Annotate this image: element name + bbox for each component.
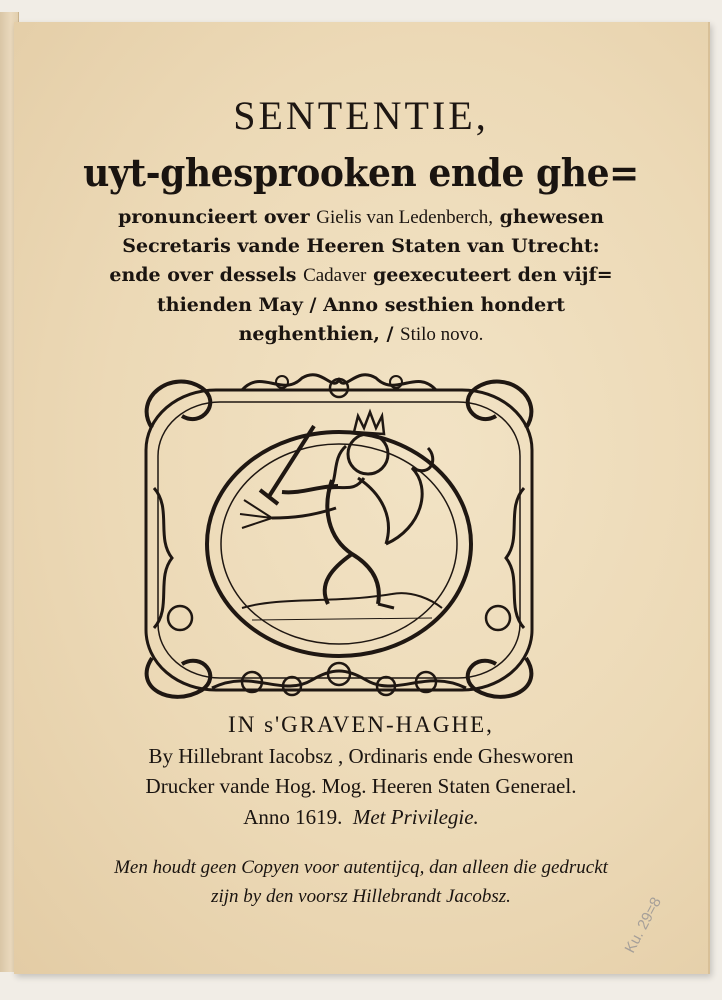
notice-line-1: Men houdt geen Copyen voor autentijcq, dan alleen die gedruckt <box>114 857 608 878</box>
heading-line-6-a: neghenthien, / <box>238 323 400 345</box>
heading-line-4-cadaver: Cadaver <box>303 265 367 286</box>
heading-line-6-stilo: Stilo novo. <box>400 324 484 345</box>
imprint-date-line <box>14 805 708 830</box>
imprint-year: Anno 1619. <box>243 805 343 829</box>
lion-woodcut-vignette <box>132 368 546 708</box>
heading-line-5: thienden May / Anno sesthien hondert <box>157 294 565 316</box>
page-title: SENTENTIE, <box>233 93 489 138</box>
heading-line-4-a: ende over dessels <box>109 264 304 286</box>
heading-line-2-c: ghewesen <box>493 206 604 228</box>
heading-line-2-a: pronuncieert over <box>118 206 317 228</box>
heading-line-1: uyt-ghesprooken ende ghe= <box>83 150 639 195</box>
heading-line-2 <box>14 206 708 229</box>
heading-line-4-c: geexecuteert den vijf= <box>366 264 613 286</box>
notice-line-2: zijn by den voorsz Hillebrandt Jacobsz. <box>211 886 511 907</box>
imprint-place: IN s'GRAVEN-HAGHE, <box>228 712 494 737</box>
heading-line-4 <box>14 264 708 287</box>
heading-line-2-name: Gielis van Ledenberch, <box>316 207 494 228</box>
title-page <box>14 22 710 974</box>
imprint-office: Drucker vande Hog. Mog. Heeren Staten Generael. <box>145 774 577 798</box>
imprint-privilege: Met Privilegie. <box>352 805 479 829</box>
heading-line-6 <box>14 323 708 346</box>
imprint-printer: By Hillebrant Iacobsz , Ordinaris ende Ghesworen <box>148 744 574 768</box>
heading-line-3: Secretaris vande Heeren Staten van Utrecht: <box>122 235 600 257</box>
pencil-shelfmark: Ku. 29=8 <box>621 894 665 956</box>
